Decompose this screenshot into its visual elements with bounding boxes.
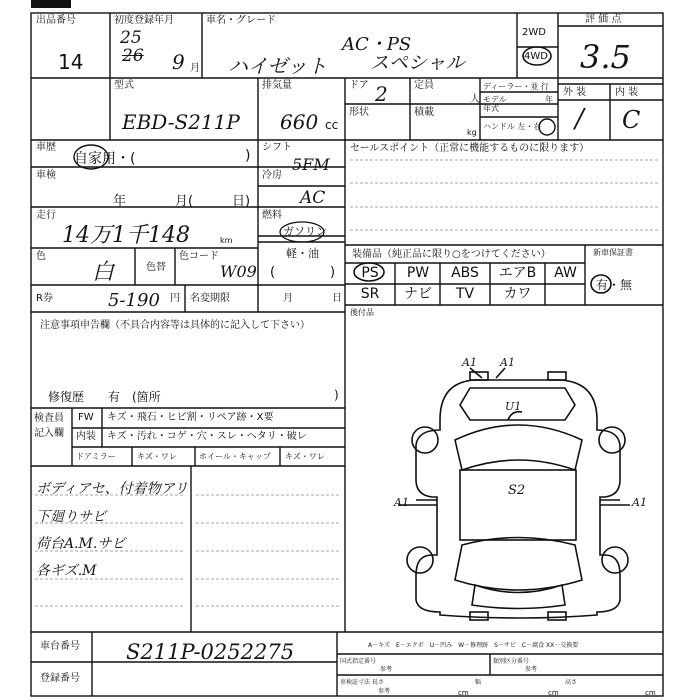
nc-day: 日 [332,293,342,304]
dealer-label: ディーラー・並 行 [483,82,549,91]
insp-tag-int: 内装 [76,431,96,442]
chassis-label: 車台番号 [40,641,80,652]
score-label: 評 価 点 [585,14,622,25]
inspector-label2: 記入欄 [34,428,64,439]
shift-label: シフト [262,142,292,153]
int-label: 内 装 [615,87,639,98]
nc-month: 月 [283,293,293,304]
after-label: 後付品 [350,308,374,317]
disp-label: 排気量 [262,80,292,91]
name-label: 車名・グレード [206,15,276,26]
reg-year-struck: 26 [122,46,144,66]
cell-1: 国式指定番号 [340,658,377,665]
fuel-label: 燃料 [262,210,282,221]
mileage-label: 走行 [36,210,56,221]
mark-a1-right: A1 [632,496,647,509]
equip-sr: SR [360,286,380,302]
month-unit: 月 [190,63,200,74]
color-change-label: 色替 [146,262,166,273]
cell-3b: 参考 [378,688,391,695]
reg-label: 初度登録年月 [114,15,174,26]
shift: 5FM [292,155,330,174]
grade-top: AC・PS [342,34,412,55]
color-code-label: 色コード [179,251,219,262]
ext-label: 外 装 [563,87,587,98]
car-name: ハイゼット [228,54,327,78]
notes-title: 注意事項申告欄（不具合内容等は具体的に記入して下さい） [40,320,310,331]
use-close: ) [245,148,251,164]
mileage: 14万1千148 [62,223,190,248]
cc: cc [325,118,339,132]
cm-1: cm [458,689,469,697]
mark-a1-front-right: A1 [500,356,515,369]
dim-height: 高さ [565,679,578,686]
inspect-year: 年 [113,194,127,209]
use-label: 車歴 [36,142,56,153]
recycle-label: R券 [36,293,53,304]
repair-close: ) [334,388,339,402]
capacity-label: 定員 [414,80,434,91]
mark-u1: U1 [505,400,522,413]
color: 白 [92,260,115,285]
cool-label: 冷房 [262,170,282,181]
fuel-gas: ガソリン [283,225,327,238]
use-value: 自家用・( [74,151,136,167]
load-label: 積載 [414,107,434,118]
shape-label: 形状 [349,107,369,118]
inspect-month: 月( [175,194,194,209]
handle-label: ハンドル 左・右 [483,122,542,131]
equip-title: 装備品（純正品に限り○をつけてください） [352,249,551,260]
4wd-label: 4WD [524,51,548,62]
sales-label: セールスポイント（正常に機能するものに限ります） [350,143,590,154]
equip-tv: TV [455,286,475,302]
mark-a1-left: A1 [394,496,409,509]
chassis-number: S211P-0252275 [126,640,295,664]
mark-a1-front-left: A1 [462,356,477,369]
insp-tag-wheel: ホイール・キャップ [199,452,271,461]
fuel-paren-open: ( [270,265,276,280]
insp-int-text: キズ・汚れ・コゲ・穴・スレ・ヘタリ・破レ [107,431,307,442]
equip-leather: カワ [503,286,532,302]
equip-abs: ABS [451,265,479,281]
equip-pw: PW [406,265,430,281]
cell-3: 車検証寸法 [340,679,371,686]
grade: スペシャル [370,52,465,74]
inspect-label: 車検 [36,170,56,181]
note-1: ボディアセ、付着物アリ [36,481,189,497]
note-4: 各ギズ.M [36,563,97,579]
cell-2: 類別区分番号 [493,658,530,665]
name-change-label: 名変期限 [190,293,230,304]
cm-2: cm [548,689,559,697]
note-3: 荷台A.M.サビ [36,536,126,552]
door-label: ドア [349,80,369,91]
reg-number-label: 登録番号 [40,673,80,684]
disp: 660 [280,110,319,134]
year-unit: 年 [545,95,553,104]
insp-mirror-text: キズ・ワレ [137,452,177,461]
dim-length: 長さ [372,679,385,686]
load-unit: kg [467,128,477,137]
yen: 円 [170,293,180,304]
lot-label: 出品番号 [36,15,76,26]
door: 2 [375,82,388,106]
cm-3: cm [645,689,656,697]
fuel-light: 軽・油 [286,247,319,260]
equip-navi: ナビ [404,286,432,302]
lot-number: 14 [58,50,84,74]
capacity-unit: 人 [470,94,480,105]
reg-month: 9 [172,50,185,74]
model: EBD-S211P [122,110,240,134]
banner-bar [31,0,71,8]
reg-year: 25 [120,28,142,48]
km-unit: km [220,236,233,245]
insp-tag-fw: FW [78,412,94,423]
fuel-paren-close: ) [330,265,336,280]
repair-history: 修復歴 有 (箇所 [48,390,161,404]
2wd-label: 2WD [522,27,546,38]
mark-s2: S2 [508,483,526,498]
cell-2b: 参考 [525,666,538,673]
model-label: 型式 [114,80,134,91]
inspector-label1: 検査員 [34,413,64,424]
new-warranty-values: 有・無 [596,278,633,292]
model-year-label: モデル 年式 [483,95,507,113]
recycle: 5-190 [108,290,160,311]
dim-width: 幅 [475,679,482,686]
insp-wheel-text: キズ・ワレ [285,452,325,461]
color-code: W09 [220,262,257,281]
equip-airbag: エアB [498,265,537,281]
ext-score: / [575,104,584,134]
equip-aw: AW [554,265,577,281]
cool: AC [300,188,326,208]
score: 3.5 [580,38,631,76]
insp-fw-text: キズ・飛石・ヒビ割・リペア跡・X要 [107,412,274,423]
new-warranty-label: 新車保証書 [593,248,633,257]
color-label: 色 [36,251,46,262]
int-score: C [622,106,641,134]
legend: A－キズ E－エクボ U－凹み W－修理跡 S－サビ C－腐食 XX－交換要 [368,642,579,649]
inspect-day: 日) [232,194,251,209]
insp-tag-mirror: ドアミラー [76,452,116,461]
note-2: 下廻りサビ [36,509,106,525]
cell-1b: 参考 [380,666,393,673]
equip-ps: PS [361,265,379,281]
